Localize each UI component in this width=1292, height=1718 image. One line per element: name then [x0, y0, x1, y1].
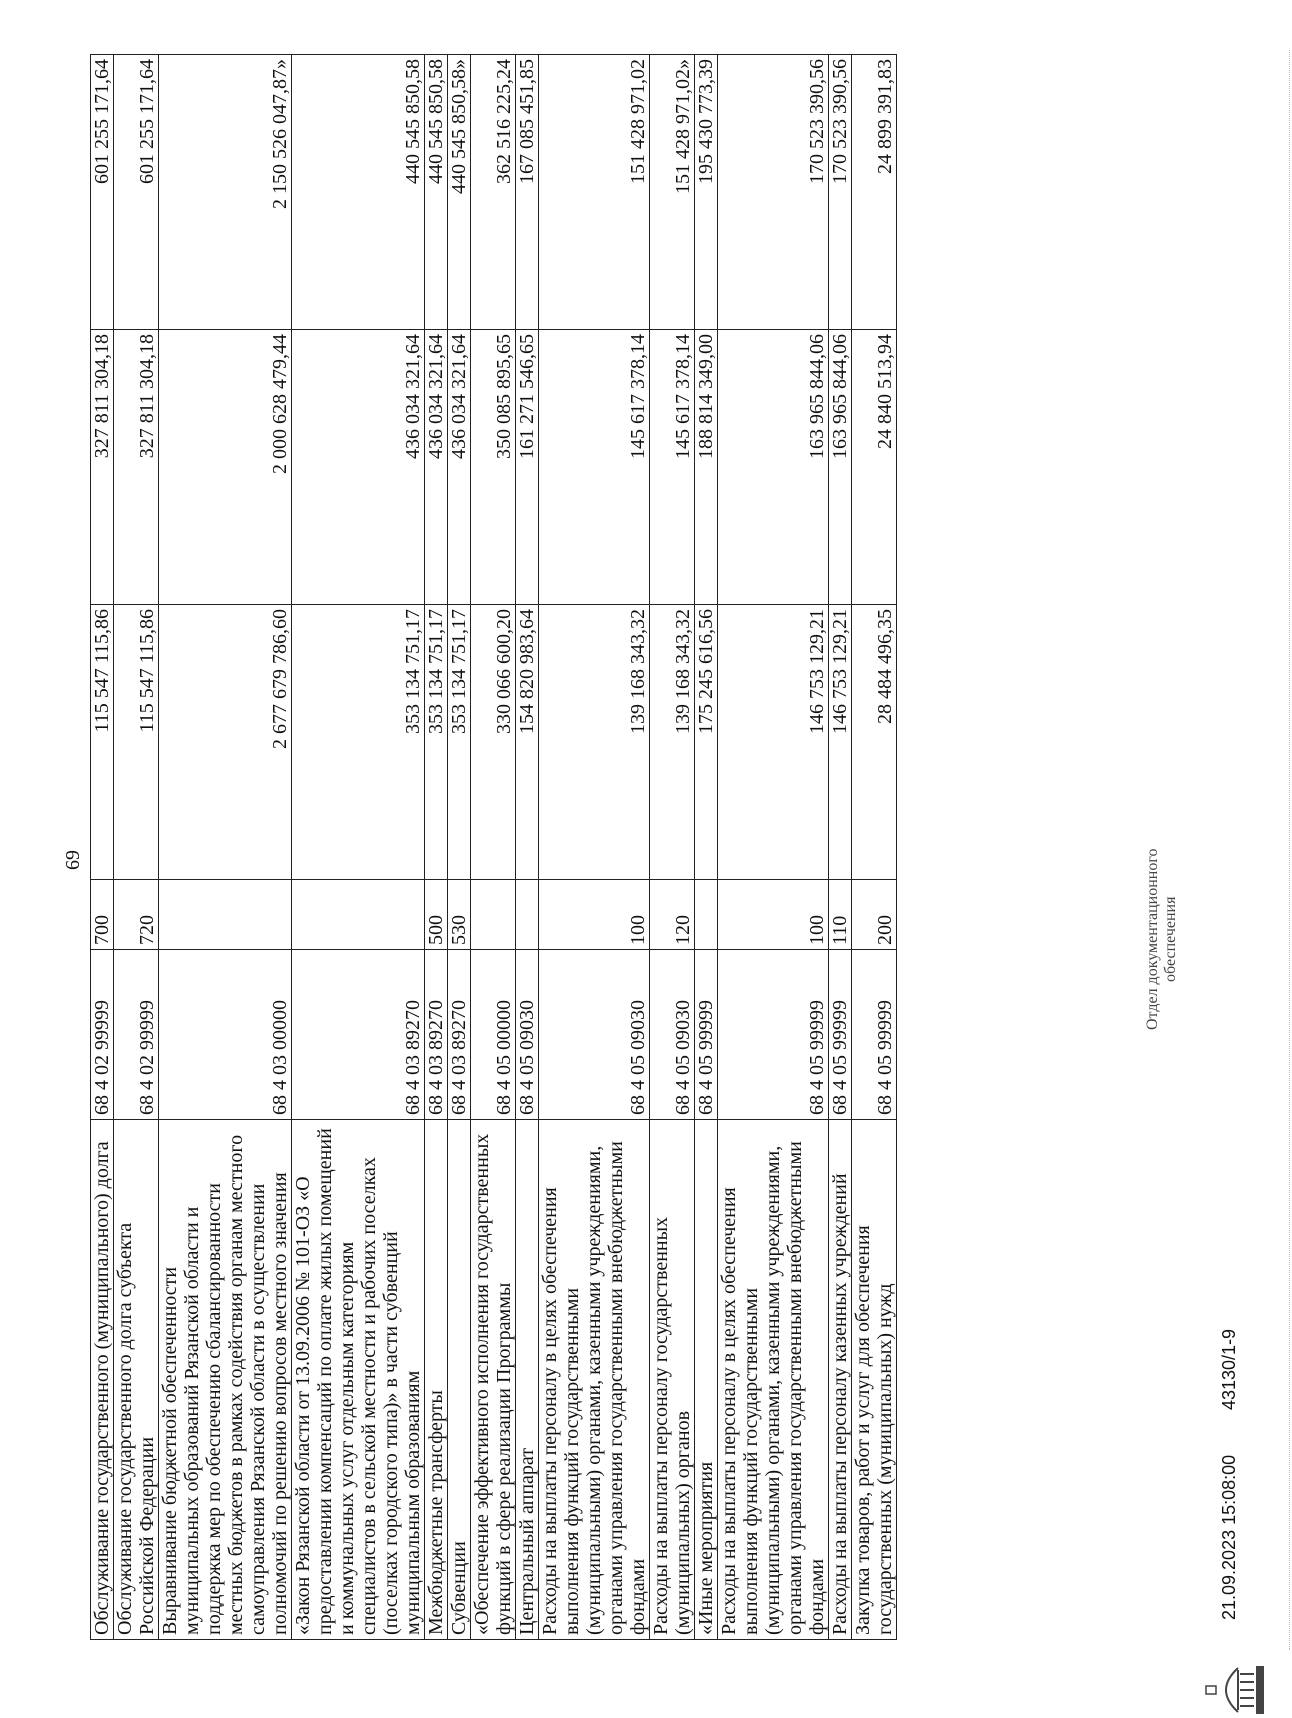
- table-body: [91, 55, 897, 1640]
- row-code-cell: 68 4 05 09030: [539, 950, 650, 1120]
- row-expense-type-cell: 110: [829, 880, 852, 950]
- row-value-2024-cell: 188 814 349,00: [695, 330, 718, 605]
- row-value-2023-cell: 146 753 129,21: [829, 605, 852, 880]
- row-value-2025-cell: 2 150 526 047,87»: [159, 55, 292, 330]
- row-expense-type-cell: 500: [425, 880, 448, 950]
- row-code-cell: 68 4 05 99999: [829, 950, 852, 1120]
- row-name-cell: Межбюджетные трансферты: [425, 1120, 448, 1640]
- row-code-cell: 68 4 02 99999: [114, 950, 159, 1120]
- row-expense-type-cell: [516, 880, 539, 950]
- row-code-cell: 68 4 02 99999: [91, 950, 114, 1120]
- row-value-2024-cell: 24 840 513,94: [852, 330, 897, 605]
- row-value-2023-cell: 139 168 343,32: [539, 605, 650, 880]
- row-value-2024-cell: 145 617 378,14: [650, 330, 695, 605]
- row-name-cell: Центральный аппарат: [516, 1120, 539, 1640]
- row-name-cell: Расходы на выплаты персоналу в целях обеспечения выполнения функций государственными (муниципальными) органами, казенными учреждениями, органами управления государственными внебюджетными фондами: [539, 1120, 650, 1640]
- row-value-2025-cell: 362 516 225,24: [471, 55, 516, 330]
- row-expense-type-cell: [159, 880, 292, 950]
- row-value-2025-cell: 195 430 773,39: [695, 55, 718, 330]
- row-value-2025-cell: 151 428 971,02: [539, 55, 650, 330]
- row-value-2023-cell: 353 134 751,17: [425, 605, 448, 880]
- row-name-cell: Расходы на выплаты персоналу в целях обеспечения выполнения функций государственными (муниципальными) органами, казенными учреждениями, органами управления государственными внебюджетными фондами: [718, 1120, 829, 1640]
- row-value-2025-cell: 151 428 971,02»: [650, 55, 695, 330]
- row-expense-type-cell: 120: [650, 880, 695, 950]
- footer-doc-number: 43130/1-9: [1219, 1328, 1239, 1410]
- row-code-cell: 68 4 05 00000: [471, 950, 516, 1120]
- row-value-2024-cell: 327 811 304,18: [91, 330, 114, 605]
- row-value-2023-cell: 139 168 343,32: [650, 605, 695, 880]
- table-row: [159, 55, 292, 1640]
- row-name-cell: Субвенции: [448, 1120, 471, 1640]
- row-expense-type-cell: [471, 880, 516, 950]
- row-code-cell: 68 4 05 09030: [516, 950, 539, 1120]
- stamp-line-2: обеспечения: [1162, 896, 1179, 982]
- row-name-cell: Расходы на выплаты персоналу казенных учреждений: [829, 1120, 852, 1640]
- table-row: [425, 55, 448, 1640]
- row-code-cell: 68 4 03 89270: [292, 950, 425, 1120]
- row-value-2024-cell: 163 965 844,06: [829, 330, 852, 605]
- row-value-2024-cell: 436 034 321,64: [448, 330, 471, 605]
- row-value-2024-cell: 145 617 378,14: [539, 330, 650, 605]
- row-value-2024-cell: 2 000 628 479,44: [159, 330, 292, 605]
- row-value-2024-cell: 161 271 546,65: [516, 330, 539, 605]
- row-code-cell: 68 4 05 99999: [852, 950, 897, 1120]
- table-row: [695, 55, 718, 1640]
- row-value-2025-cell: 601 255 171,64: [91, 55, 114, 330]
- row-name-cell: «Иные мероприятия: [695, 1120, 718, 1640]
- row-value-2025-cell: 440 545 850,58: [425, 55, 448, 330]
- row-value-2024-cell: 436 034 321,64: [292, 330, 425, 605]
- row-value-2025-cell: 440 545 850,58»: [448, 55, 471, 330]
- row-value-2025-cell: 170 523 390,56: [718, 55, 829, 330]
- row-expense-type-cell: 530: [448, 880, 471, 950]
- table-row: [718, 55, 829, 1640]
- table-row: [91, 55, 114, 1640]
- duma-logo-icon: [1204, 1662, 1266, 1718]
- row-name-cell: Выравнивание бюджетной обеспеченности муниципальных образований Рязанской области и поддержка мер по обеспечению сбалансированности местных бюджетов в рамках содействия органам местного самоуправления Рязанской области в осуществлении полномочий по решению вопросов местного значения: [159, 1120, 292, 1640]
- table-row: [650, 55, 695, 1640]
- table-row: [829, 55, 852, 1640]
- row-code-cell: 68 4 05 99999: [718, 950, 829, 1120]
- row-value-2024-cell: 327 811 304,18: [114, 330, 159, 605]
- row-expense-type-cell: [695, 880, 718, 950]
- row-name-cell: Обслуживание государственного долга субъекта Российской Федерации: [114, 1120, 159, 1640]
- row-code-cell: 68 4 03 00000: [159, 950, 292, 1120]
- row-code-cell: 68 4 03 89270: [448, 950, 471, 1120]
- row-expense-type-cell: 100: [718, 880, 829, 950]
- table-row: [292, 55, 425, 1640]
- table-row: [516, 55, 539, 1640]
- row-value-2023-cell: 146 753 129,21: [718, 605, 829, 880]
- row-value-2025-cell: 167 085 451,85: [516, 55, 539, 330]
- row-expense-type-cell: 700: [91, 880, 114, 950]
- row-value-2023-cell: 154 820 983,64: [516, 605, 539, 880]
- row-name-cell: «Обеспечение эффективного исполнения государственных функций в сфере реализации Программы: [471, 1120, 516, 1640]
- row-name-cell: «Закон Рязанской области от 13.09.2006 № 101-ОЗ «О предоставлении компенсаций по оплате жилых помещений и коммунальных услуг отдельным категориям специалистов в сельской местности и рабочих поселках (поселках городского типа)» в части субвенций муниципальным образованиям: [292, 1120, 425, 1640]
- table-row: [539, 55, 650, 1640]
- row-name-cell: Обслуживание государственного (муниципального) долга: [91, 1120, 114, 1640]
- row-value-2025-cell: 170 523 390,56: [829, 55, 852, 330]
- row-value-2023-cell: 115 547 115,86: [114, 605, 159, 880]
- row-value-2023-cell: 330 066 600,20: [471, 605, 516, 880]
- row-code-cell: 68 4 03 89270: [425, 950, 448, 1120]
- table-row: [852, 55, 897, 1640]
- table-row: [471, 55, 516, 1640]
- row-name-cell: Расходы на выплаты персоналу государственных (муниципальных) органов: [650, 1120, 695, 1640]
- page-number: 69: [62, 850, 84, 870]
- row-value-2024-cell: 350 085 895,65: [471, 330, 516, 605]
- row-value-2023-cell: 353 134 751,17: [292, 605, 425, 880]
- row-value-2023-cell: 115 547 115,86: [91, 605, 114, 880]
- footer-date: 21.09.2023 15:08:00: [1219, 1454, 1239, 1620]
- row-value-2023-cell: 28 484 496,35: [852, 605, 897, 880]
- row-value-2024-cell: 163 965 844,06: [718, 330, 829, 605]
- row-value-2023-cell: 2 677 679 786,60: [159, 605, 292, 880]
- row-name-cell: Закупка товаров, работ и услуг для обеспечения государственных (муниципальных) нужд: [852, 1120, 897, 1640]
- table-row: [448, 55, 471, 1640]
- table-row: [114, 55, 159, 1640]
- row-expense-type-cell: [292, 880, 425, 950]
- row-value-2023-cell: 353 134 751,17: [448, 605, 471, 880]
- department-stamp: [1144, 848, 1180, 1030]
- rotated-content: [62, 55, 1239, 1640]
- row-code-cell: 68 4 05 09030: [650, 950, 695, 1120]
- row-expense-type-cell: 200: [852, 880, 897, 950]
- row-value-2025-cell: 601 255 171,64: [114, 55, 159, 330]
- row-value-2024-cell: 436 034 321,64: [425, 330, 448, 605]
- row-expense-type-cell: 720: [114, 880, 159, 950]
- row-value-2025-cell: 24 899 391,83: [852, 55, 897, 330]
- row-value-2023-cell: 175 245 616,56: [695, 605, 718, 880]
- row-expense-type-cell: 100: [539, 880, 650, 950]
- row-code-cell: 68 4 05 99999: [695, 950, 718, 1120]
- budget-table: [90, 54, 897, 1640]
- stamp-line-1: Отдел документационного: [1144, 848, 1161, 1030]
- row-value-2025-cell: 440 545 850,58: [292, 55, 425, 330]
